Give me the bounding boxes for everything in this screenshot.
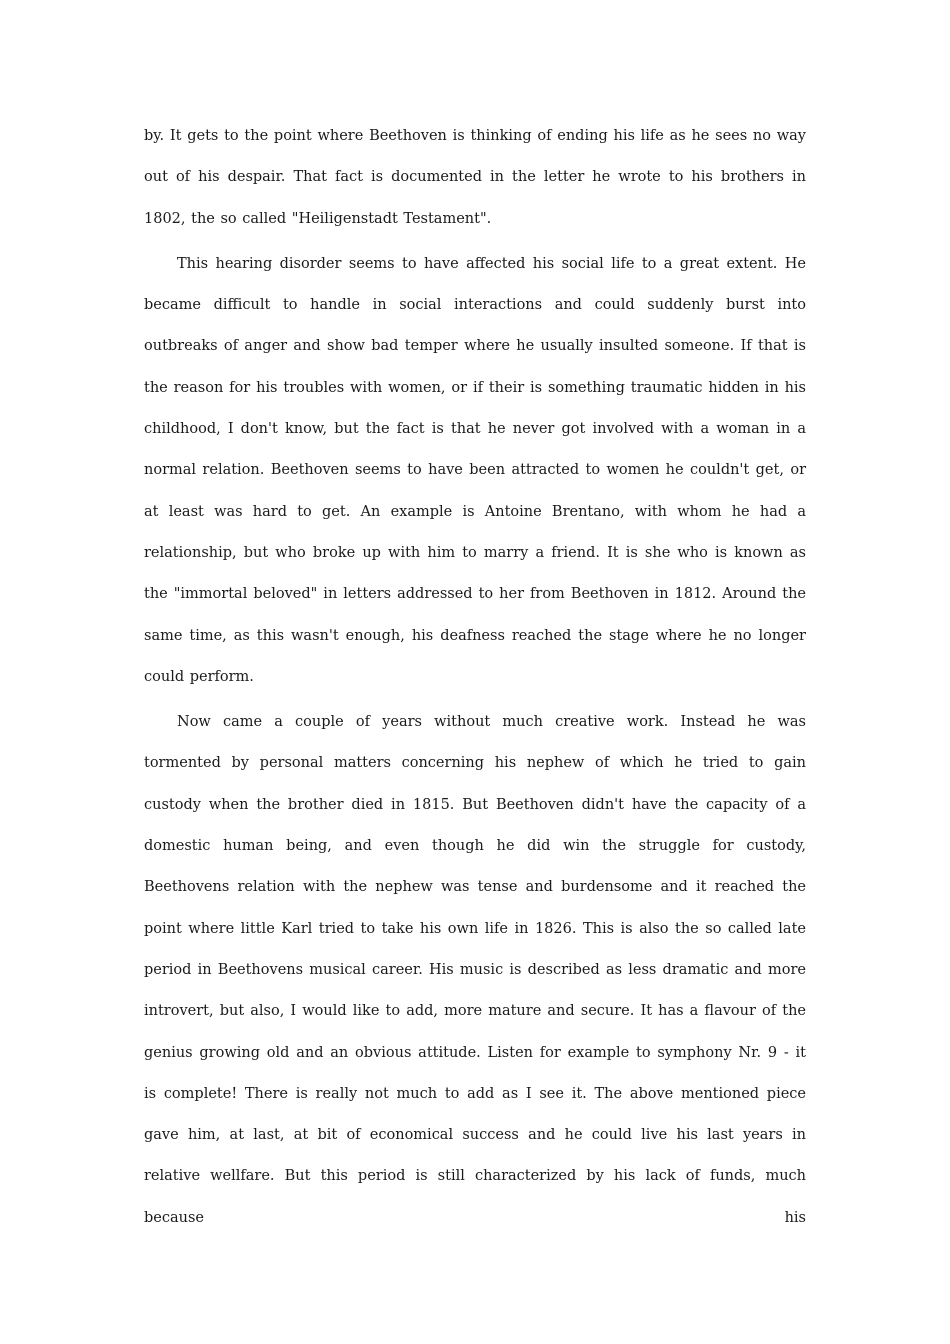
paragraph-1: by. It gets to the point where Beethoven is thinking of ending his life as he sees no way out of his despair. That fact is documented in the letter he wrote to his brothers in 1802, the so called "Heiligenstadt Testament".: [144, 128, 806, 227]
paragraph-3: Now came a couple of years without much creative work. Instead he was tormented by personal matters concerning his nephew of which he tried to gain custody when the brother died in 1815. But Beethoven didn't have the capacity of a domestic human being, and even though he did win the struggle for custody, Beethovens relation with the nephew was tense and burdensome and it reached the point where little Karl tried to take his own life in 1826. This is also the so called late period in Beethovens musical career. His music is described as less dramatic and more introvert, but also, I would like to add, more mature and secure. It has a flavour of the genius growing old and an obvious attitude. Listen for example to symphony Nr. 9 - it is complete! There is really not much to add as I see it. The above mentioned piece gave him, at last, at bit of economical success and he could live his last years in relative wellfare. But this period is still characterized by his lack of funds, much because his: [144, 714, 806, 1226]
document-page: [144, 116, 806, 1243]
paragraph-2: This hearing disorder seems to have affected his social life to a great extent. He became difficult to handle in social interactions and could suddenly burst into outbreaks of anger and show bad temper where he usually insulted someone. If that is the reason for his troubles with women, or if their is something traumatic hidden in his childhood, I don't know, but the fact is that he never got involved with a woman in a normal relation. Beethoven seems to have been attracted to women he couldn't get, or at least was hard to get. An example is Antoine Brentano, with whom he had a relationship, but who broke up with him to marry a friend. It is she who is known as the "immortal beloved" in letters addressed to her from Beethoven in 1812. Around the same time, as this wasn't enough, his deafness reached the stage where he no longer could perform.: [144, 255, 806, 685]
